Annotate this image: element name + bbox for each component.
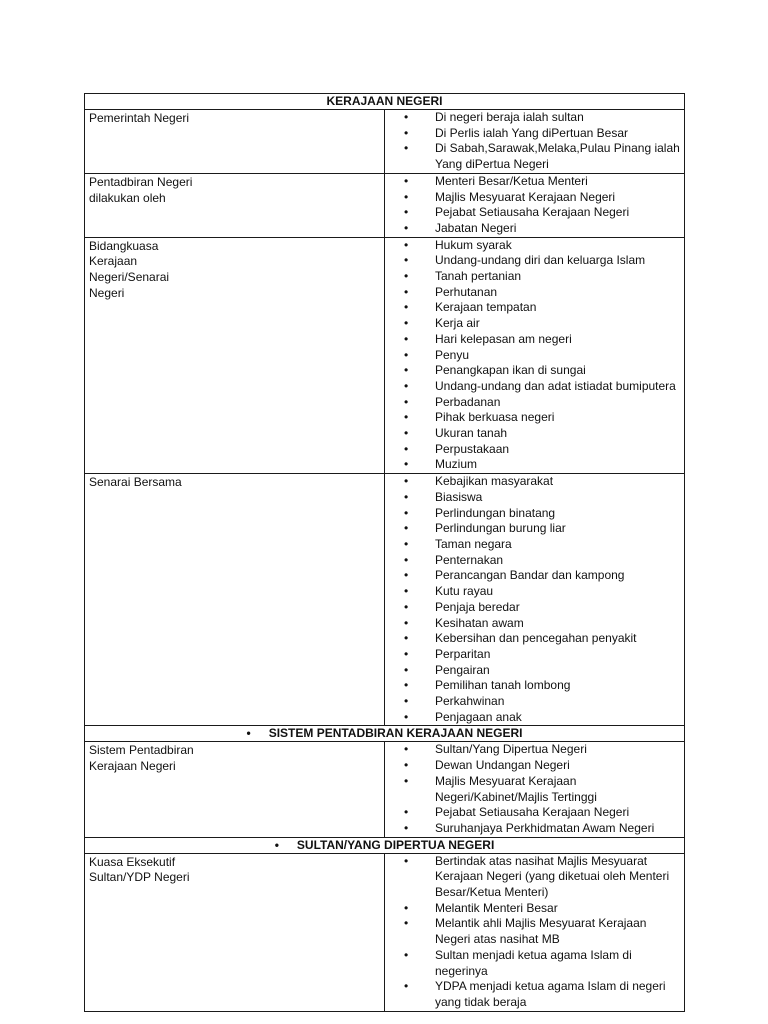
bullet-list [385,474,680,725]
list-item: • Kesihatan awam [385,616,680,632]
row-label: Pentadbiran Negeri dilakukan oleh [89,174,193,205]
section-heading [85,726,685,742]
table-row-senarai-bersama [85,474,685,726]
table-row-pentadbiran [85,173,685,237]
list-item: • Undang-undang dan adat istiadat bumiputera [385,379,680,395]
list-item: • Taman negara [385,537,680,553]
bullet-icon: • [274,837,279,852]
row-label: Bidangkuasa Kerajaan Negeri/Senarai Negeri [89,238,170,300]
list-item: • Majlis Mesyuarat Kerajaan Negeri [385,190,680,206]
list-item: • Hukum syarak [385,238,680,254]
bullet-list [385,854,680,1011]
list-item: • Menteri Besar/Ketua Menteri [385,174,680,190]
subheading-row-sultan [85,837,685,853]
section-heading-text: SULTAN/YANG DIPERTUA NEGERI [296,837,495,852]
list-item: • Perhutanan [385,285,680,301]
list-item: • Penyu [385,348,680,364]
list-item: • Kutu rayau [385,584,680,600]
list-item: • Pejabat Setiausaha Kerajaan Negeri [385,805,680,821]
table-row-pemerintah [85,110,685,174]
list-item: • Kebersihan dan pencegahan penyakit [385,631,680,647]
list-item: • Pemilihan tanah lombong [385,678,680,694]
bullet-list [385,110,680,173]
list-item: • Pejabat Setiausaha Kerajaan Negeri [385,205,680,221]
table-row-kuasa-eksekutif [85,853,685,1011]
list-item: • Kerajaan tempatan [385,300,680,316]
list-item: • Sultan menjadi ketua agama Islam di negerinya [385,948,680,979]
list-item: • Melantik ahli Majlis Mesyuarat Kerajaan Negeri atas nasihat MB [385,916,680,947]
list-item: • Perbadanan [385,395,680,411]
list-item: • Majlis Mesyuarat Kerajaan Negeri/Kabinet/Majlis Tertinggi [385,774,680,805]
bullet-icon: • [246,726,251,741]
list-item: • Perpustakaan [385,442,680,458]
subheading-row-sistem [85,726,685,742]
list-item: • Penternakan [385,553,680,569]
row-label: Kuasa Eksekutif Sultan/YDP Negeri [89,854,190,885]
list-item: • Jabatan Negeri [385,221,680,237]
list-item: • Muzium [385,457,680,473]
list-item: • Penjagaan anak [385,710,680,726]
list-item: • Di Sabah,Sarawak,Melaka,Pulau Pinang ialah Yang diPertua Negeri [385,141,680,172]
list-item: • Biasiswa [385,490,680,506]
list-item: • Penangkapan ikan di sungai [385,363,680,379]
list-item: • Hari kelepasan am negeri [385,332,680,348]
section-heading-text: SISTEM PENTADBIRAN KERAJAAN NEGERI [268,726,523,741]
list-item: • Di Perlis ialah Yang diPertuan Besar [385,126,680,142]
title-row [85,94,685,110]
list-item: • Perparitan [385,647,680,663]
list-item: • Perancangan Bandar dan kampong [385,568,680,584]
row-label: Sistem Pentadbiran Kerajaan Negeri [89,743,194,774]
list-item: • Kebajikan masyarakat [385,474,680,490]
list-item: • Pihak berkuasa negeri [385,410,680,426]
list-item: • Pengairan [385,663,680,679]
list-item: • Tanah pertanian [385,269,680,285]
list-item: • Sultan/Yang Dipertua Negeri [385,742,680,758]
list-item: • Kerja air [385,316,680,332]
table-title: KERAJAAN NEGERI [85,94,685,110]
document-table [84,93,685,1012]
row-label: Pemerintah Negeri [89,111,190,125]
list-item: • Perlindungan binatang [385,506,680,522]
list-item: • Ukuran tanah [385,426,680,442]
list-item: • Di negeri beraja ialah sultan [385,110,680,126]
list-item: • Dewan Undangan Negeri [385,758,680,774]
list-item: • Perkahwinan [385,694,680,710]
table-row-sistem-pentadbiran [85,742,685,837]
list-item: • Undang-undang diri dan keluarga Islam [385,253,680,269]
bullet-list [385,174,680,237]
list-item: • Bertindak atas nasihat Majlis Mesyuarat Kerajaan Negeri (yang diketuai oleh Menteri Besar/Ketua Menteri) [385,854,680,901]
bullet-list [385,238,680,474]
list-item: • Suruhanjaya Perkhidmatan Awam Negeri [385,821,680,837]
table-row-bidangkuasa [85,237,685,474]
list-item: • Penjaja beredar [385,600,680,616]
list-item: • Melantik Menteri Besar [385,901,680,917]
section-heading [85,837,685,853]
row-label: Senarai Bersama [89,475,182,490]
list-item: • YDPA menjadi ketua agama Islam di negeri yang tidak beraja [385,979,680,1010]
list-item: • Perlindungan burung liar [385,521,680,537]
bullet-list [385,742,680,836]
